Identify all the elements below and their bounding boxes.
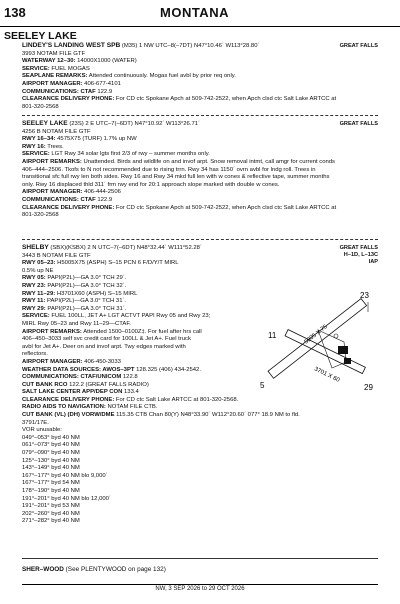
entry-text: 122.8 bbox=[121, 374, 138, 381]
rwy-end-29: 29 bbox=[364, 383, 373, 392]
entry-line bbox=[22, 197, 378, 205]
entry-label: RWY 05–23: bbox=[22, 260, 56, 267]
entry-line bbox=[22, 159, 378, 167]
entry-text: NOTAM FILE CTB. bbox=[105, 404, 158, 411]
entry-line bbox=[22, 458, 378, 466]
runway-11-29 bbox=[285, 330, 365, 374]
entry-label: LINDEY'S LANDING WEST SPB bbox=[22, 42, 121, 49]
entry-text: H5005X75 (ASPH) S–15 PCN 6 F/D/Y/T MIRL bbox=[55, 260, 179, 267]
entry-text: 191°–201° byd 40 NM blo 12,000´ bbox=[22, 495, 111, 502]
entry-text: 122.9 bbox=[95, 196, 113, 203]
entry-line bbox=[22, 51, 378, 59]
entry-text: 167°–177° byd 54 NM bbox=[22, 480, 80, 487]
entry-text: Trees. bbox=[45, 143, 64, 150]
entry-label: SEAPLANE REMARKS: bbox=[22, 73, 88, 80]
entry-text: 3993 NOTAM FILE GTF bbox=[22, 50, 86, 57]
entry-line bbox=[22, 96, 378, 104]
entry-label: SERVICE: bbox=[22, 151, 50, 158]
entry-label: AIRPORT REMARKS: bbox=[22, 328, 82, 335]
section-divider bbox=[22, 115, 378, 116]
entry-label: AIRPORT MANAGER: bbox=[22, 358, 83, 365]
entry-line bbox=[22, 136, 378, 144]
hangar bbox=[344, 358, 351, 364]
entry-label: WEATHER DATA SOURCES: AWOS–3PT bbox=[22, 366, 135, 373]
entry-text: Attended 1500–0100Z‡. For fuel after hrs call bbox=[81, 328, 202, 335]
entry-text: 191°–201° byd 53 NM bbox=[22, 503, 80, 510]
page-header bbox=[0, 0, 400, 27]
rwy-end-11: 11 bbox=[268, 331, 277, 340]
entry-text: 0.5% up NE bbox=[22, 267, 54, 274]
entry-text: (23S) 2 E UTC–7(–6DT) N47°10.92´ W113°26.71´ bbox=[67, 121, 200, 127]
entry-text: PAPI(P2L)—GA 3.0° TCH 32´. bbox=[45, 282, 127, 289]
rwy-05-23-dimensions: 5005 X 75 bbox=[303, 324, 329, 346]
entry-text: For CD ctc Spokane Apch at 509-742-2522, when Apch clsd ctc Salt Lake ARTCC at bbox=[114, 204, 337, 211]
entry-text: 4256 B NOTAM FILE GTF bbox=[22, 128, 91, 135]
entry-line bbox=[22, 151, 378, 159]
entry-text: 4575X75 (TURF) 1.7% up NW bbox=[55, 136, 137, 143]
page-number: 138 bbox=[4, 5, 26, 20]
entry-line bbox=[22, 427, 378, 435]
entry-label: RWY 16: bbox=[22, 143, 46, 150]
entry-line bbox=[22, 435, 378, 443]
entry-line bbox=[22, 511, 378, 519]
entry-text: 061°–073° byd 40 NM bbox=[22, 442, 80, 449]
sher-wood-note: (See PLENTYWOOD on page 132) bbox=[63, 566, 166, 573]
entry-line bbox=[22, 480, 378, 488]
entry-line bbox=[22, 496, 378, 504]
entry-line bbox=[22, 420, 378, 428]
entry-label: CUT BANK RCO bbox=[22, 381, 68, 388]
shelby-charts: H–1D, L–13C bbox=[343, 252, 378, 258]
entry-line bbox=[22, 73, 378, 81]
entry-text: Unattended. Birds and wildlife on and invof arpt. Snow removal intmt, call amgr for current conds bbox=[81, 158, 335, 165]
entry-text: H3701X60 (ASPH) S–15 MIRL bbox=[55, 290, 138, 297]
entry-label: RWY 11: bbox=[22, 298, 46, 305]
entry-text: For CD ctc Salt Lake ARTCC at 801-320-2568. bbox=[114, 396, 239, 403]
entry-text: PAPI(P2L)—GA 3.0° TCH 31´. bbox=[45, 298, 127, 305]
entry-label: AIRPORT MANAGER: bbox=[22, 80, 83, 87]
entry-line bbox=[22, 167, 378, 175]
hangar bbox=[338, 346, 348, 354]
entry-label: SERVICE: bbox=[22, 65, 50, 72]
entry-line bbox=[22, 442, 378, 450]
entry-text: 406-444-2506 bbox=[82, 189, 121, 196]
entry-line bbox=[22, 518, 378, 526]
entry-line bbox=[22, 488, 378, 496]
shelby-iap: IAP bbox=[368, 259, 378, 265]
entry-line bbox=[22, 450, 378, 458]
entry-line bbox=[22, 89, 378, 97]
entry-text: 115.35 CTB Chan 80(Y) N48°33.90´ W112°20.60´ 077° 18.9 NM to fld. bbox=[114, 412, 300, 419]
entry-label: CLEARANCE DELIVERY PHONE: bbox=[22, 204, 115, 211]
footer-rule bbox=[22, 584, 378, 585]
entry-text: LGT Rwy 34 solar lgts first 2/3 of rwy – summer months only. bbox=[49, 151, 210, 158]
state-title: MONTANA bbox=[160, 5, 229, 20]
entry-text: 406–450–3033 self svc credit card for 100LL & Jet A+. Fuel truck bbox=[22, 336, 191, 343]
entry-label: COMMUNICATIONS: CTAF bbox=[22, 196, 96, 203]
entry-text: only. Rwy 16 displaced thld 311´ frm rwy end for 20:1 approach slope marked with double w cones. bbox=[22, 181, 280, 188]
seeley-region: GREAT FALLS bbox=[339, 121, 378, 127]
sher-wood-entry bbox=[22, 566, 166, 573]
entry-line bbox=[22, 120, 378, 129]
entry-label: COMMUNICATIONS: CTAF/UNICOM bbox=[22, 374, 122, 381]
entry-line bbox=[22, 129, 378, 137]
entry-text: Attended continuously. Mogas fuel avbl by prior req only. bbox=[87, 73, 236, 80]
entry-label: AIRPORT REMARKS: bbox=[22, 158, 82, 165]
airport-diagram bbox=[248, 272, 382, 412]
lindeys-region: GREAT FALLS bbox=[339, 43, 378, 49]
entry-text: 122.9 bbox=[95, 88, 113, 95]
rwy-end-23: 23 bbox=[360, 291, 369, 300]
entry-line bbox=[22, 81, 378, 89]
seeley-entry bbox=[22, 120, 378, 220]
entry-text: transitional sfc full rwy len both sides. Rwy 16 and Rwy 34 mkd full len with w cones & reflective tape, summer months bbox=[22, 174, 330, 181]
entry-text: avbl for Jet A+. Deer on and invof arpt. Twy edges marked with bbox=[22, 343, 186, 350]
entry-text: 125°–130° byd 40 NM bbox=[22, 457, 80, 464]
entry-text: 406-450-3033 bbox=[82, 358, 121, 365]
entry-text: 167°–177° byd 40 NM blo 9,000´ bbox=[22, 472, 108, 479]
beacon-icon bbox=[334, 334, 338, 338]
entry-label: SEELEY LAKE bbox=[22, 120, 68, 127]
entry-text: FUEL MOGAS bbox=[49, 65, 90, 72]
entry-label: RWY 23: bbox=[22, 282, 46, 289]
entry-line bbox=[22, 104, 378, 112]
entry-label: RADIO AIDS TO NAVIGATION: bbox=[22, 404, 106, 411]
entry-text: 202°–260° byd 40 NM bbox=[22, 510, 80, 517]
entry-text: For CD ctc Spokane Apch at 509-742-2522, when Apch clsd ctc Salt Lake ARTCC at bbox=[114, 96, 337, 103]
rwy-end-05: 5 bbox=[260, 381, 265, 390]
rwy-11-29-dimensions: 3701 X 60 bbox=[313, 366, 341, 384]
entry-text: (M35) 1 NW UTC–8(–7DT) N47°10.46´ W113°28.80´ bbox=[120, 43, 260, 49]
entry-line bbox=[22, 465, 378, 473]
entry-text: reflectors. bbox=[22, 351, 48, 358]
entry-line bbox=[22, 144, 378, 152]
lindeys-entry bbox=[22, 42, 378, 111]
entry-text: 049°–053° byd 40 NM bbox=[22, 434, 80, 441]
section-divider bbox=[22, 558, 378, 559]
entry-text: MIRL Rwy 05–23 and Rwy 11–29—CTAF. bbox=[22, 320, 131, 327]
entry-text: PAPI(P2L)—GA 3.0° TCH 29´. bbox=[45, 275, 127, 282]
entry-text: 406–444–2506. Tkofs to N not recommended due to rising trrn. Rwy 34 has 1150´ ovrn avbl for lndg roll. Trees in bbox=[22, 166, 316, 173]
entry-line bbox=[22, 473, 378, 481]
city-heading: SEELEY LAKE bbox=[4, 30, 77, 42]
entry-label: SHELBY bbox=[22, 244, 49, 251]
entry-line bbox=[22, 174, 378, 182]
entry-text: FUEL 100LL, JET A+ LGT ACTVT PAPI Rwy 05 and Rwy 23; bbox=[49, 313, 211, 320]
entry-line bbox=[22, 66, 378, 74]
entry-text: 143°–149° byd 40 NM bbox=[22, 465, 80, 472]
entry-text: 801-320-2568 bbox=[22, 103, 59, 110]
entry-line bbox=[22, 58, 378, 66]
entry-line bbox=[22, 212, 378, 220]
entry-text: VOR unusable: bbox=[22, 427, 62, 434]
section-divider bbox=[22, 239, 378, 240]
entry-label: CLEARANCE DELIVERY PHONE: bbox=[22, 396, 115, 403]
entry-label: COMMUNICATIONS: CTAF bbox=[22, 88, 96, 95]
entry-text: 178°–190° byd 40 NM bbox=[22, 488, 80, 494]
entry-text: 122.2 (GREAT FALLS RADIO) bbox=[67, 381, 149, 388]
entry-text: 801-320-2568 bbox=[22, 212, 59, 219]
shelby-region: GREAT FALLS bbox=[339, 245, 378, 251]
entry-line bbox=[22, 503, 378, 511]
entry-line bbox=[22, 42, 378, 51]
entry-label: SALT LAKE CENTER APP/DEP CON bbox=[22, 389, 123, 396]
entry-text: 14000X1000 (WATER) bbox=[75, 58, 137, 65]
entry-label: CLEARANCE DELIVERY PHONE: bbox=[22, 96, 115, 103]
entry-line bbox=[22, 253, 378, 261]
entry-line bbox=[22, 189, 378, 197]
entry-text: 3791/17E. bbox=[22, 419, 49, 426]
entry-line bbox=[22, 412, 378, 420]
entry-text: 128.325 (406) 434-2542. bbox=[134, 366, 201, 373]
entry-label: AIRPORT MANAGER: bbox=[22, 189, 83, 196]
entry-text: 406-677-4101 bbox=[82, 80, 121, 87]
entry-text: 271°–282° byd 40 NM bbox=[22, 518, 80, 525]
entry-label: RWY 11–29: bbox=[22, 290, 56, 297]
entry-label: SERVICE: bbox=[22, 313, 50, 320]
sher-wood-name: SHER–WOOD bbox=[22, 566, 64, 573]
entry-label: CUT BANK (VL) (DH) VORW/DME bbox=[22, 412, 115, 419]
entry-line bbox=[22, 182, 378, 190]
entry-text: 079°–090° byd 40 NM bbox=[22, 450, 80, 457]
entry-label: RWY 29: bbox=[22, 305, 46, 312]
entry-text: 3443 B NOTAM FILE GTF bbox=[22, 252, 91, 259]
entry-label: RWY 16–34: bbox=[22, 136, 56, 143]
entry-text: 133.4 bbox=[122, 389, 139, 396]
entry-text: PAPI(P2L)—GA 3.0° TCH 31´. bbox=[45, 305, 127, 312]
entry-label: WATERWAY 12–30: bbox=[22, 58, 76, 65]
entry-text: (SBX)(KSBX) 2 N UTC–7(–6DT) N48°32.44´ W111°52.28´ bbox=[48, 245, 202, 251]
entry-line bbox=[22, 205, 378, 213]
entry-label: RWY 05: bbox=[22, 275, 46, 282]
footer-text: NW, 3 SEP 2026 to 29 OCT 2026 bbox=[155, 586, 245, 592]
entry-line bbox=[22, 244, 378, 253]
entry-line bbox=[22, 260, 378, 268]
